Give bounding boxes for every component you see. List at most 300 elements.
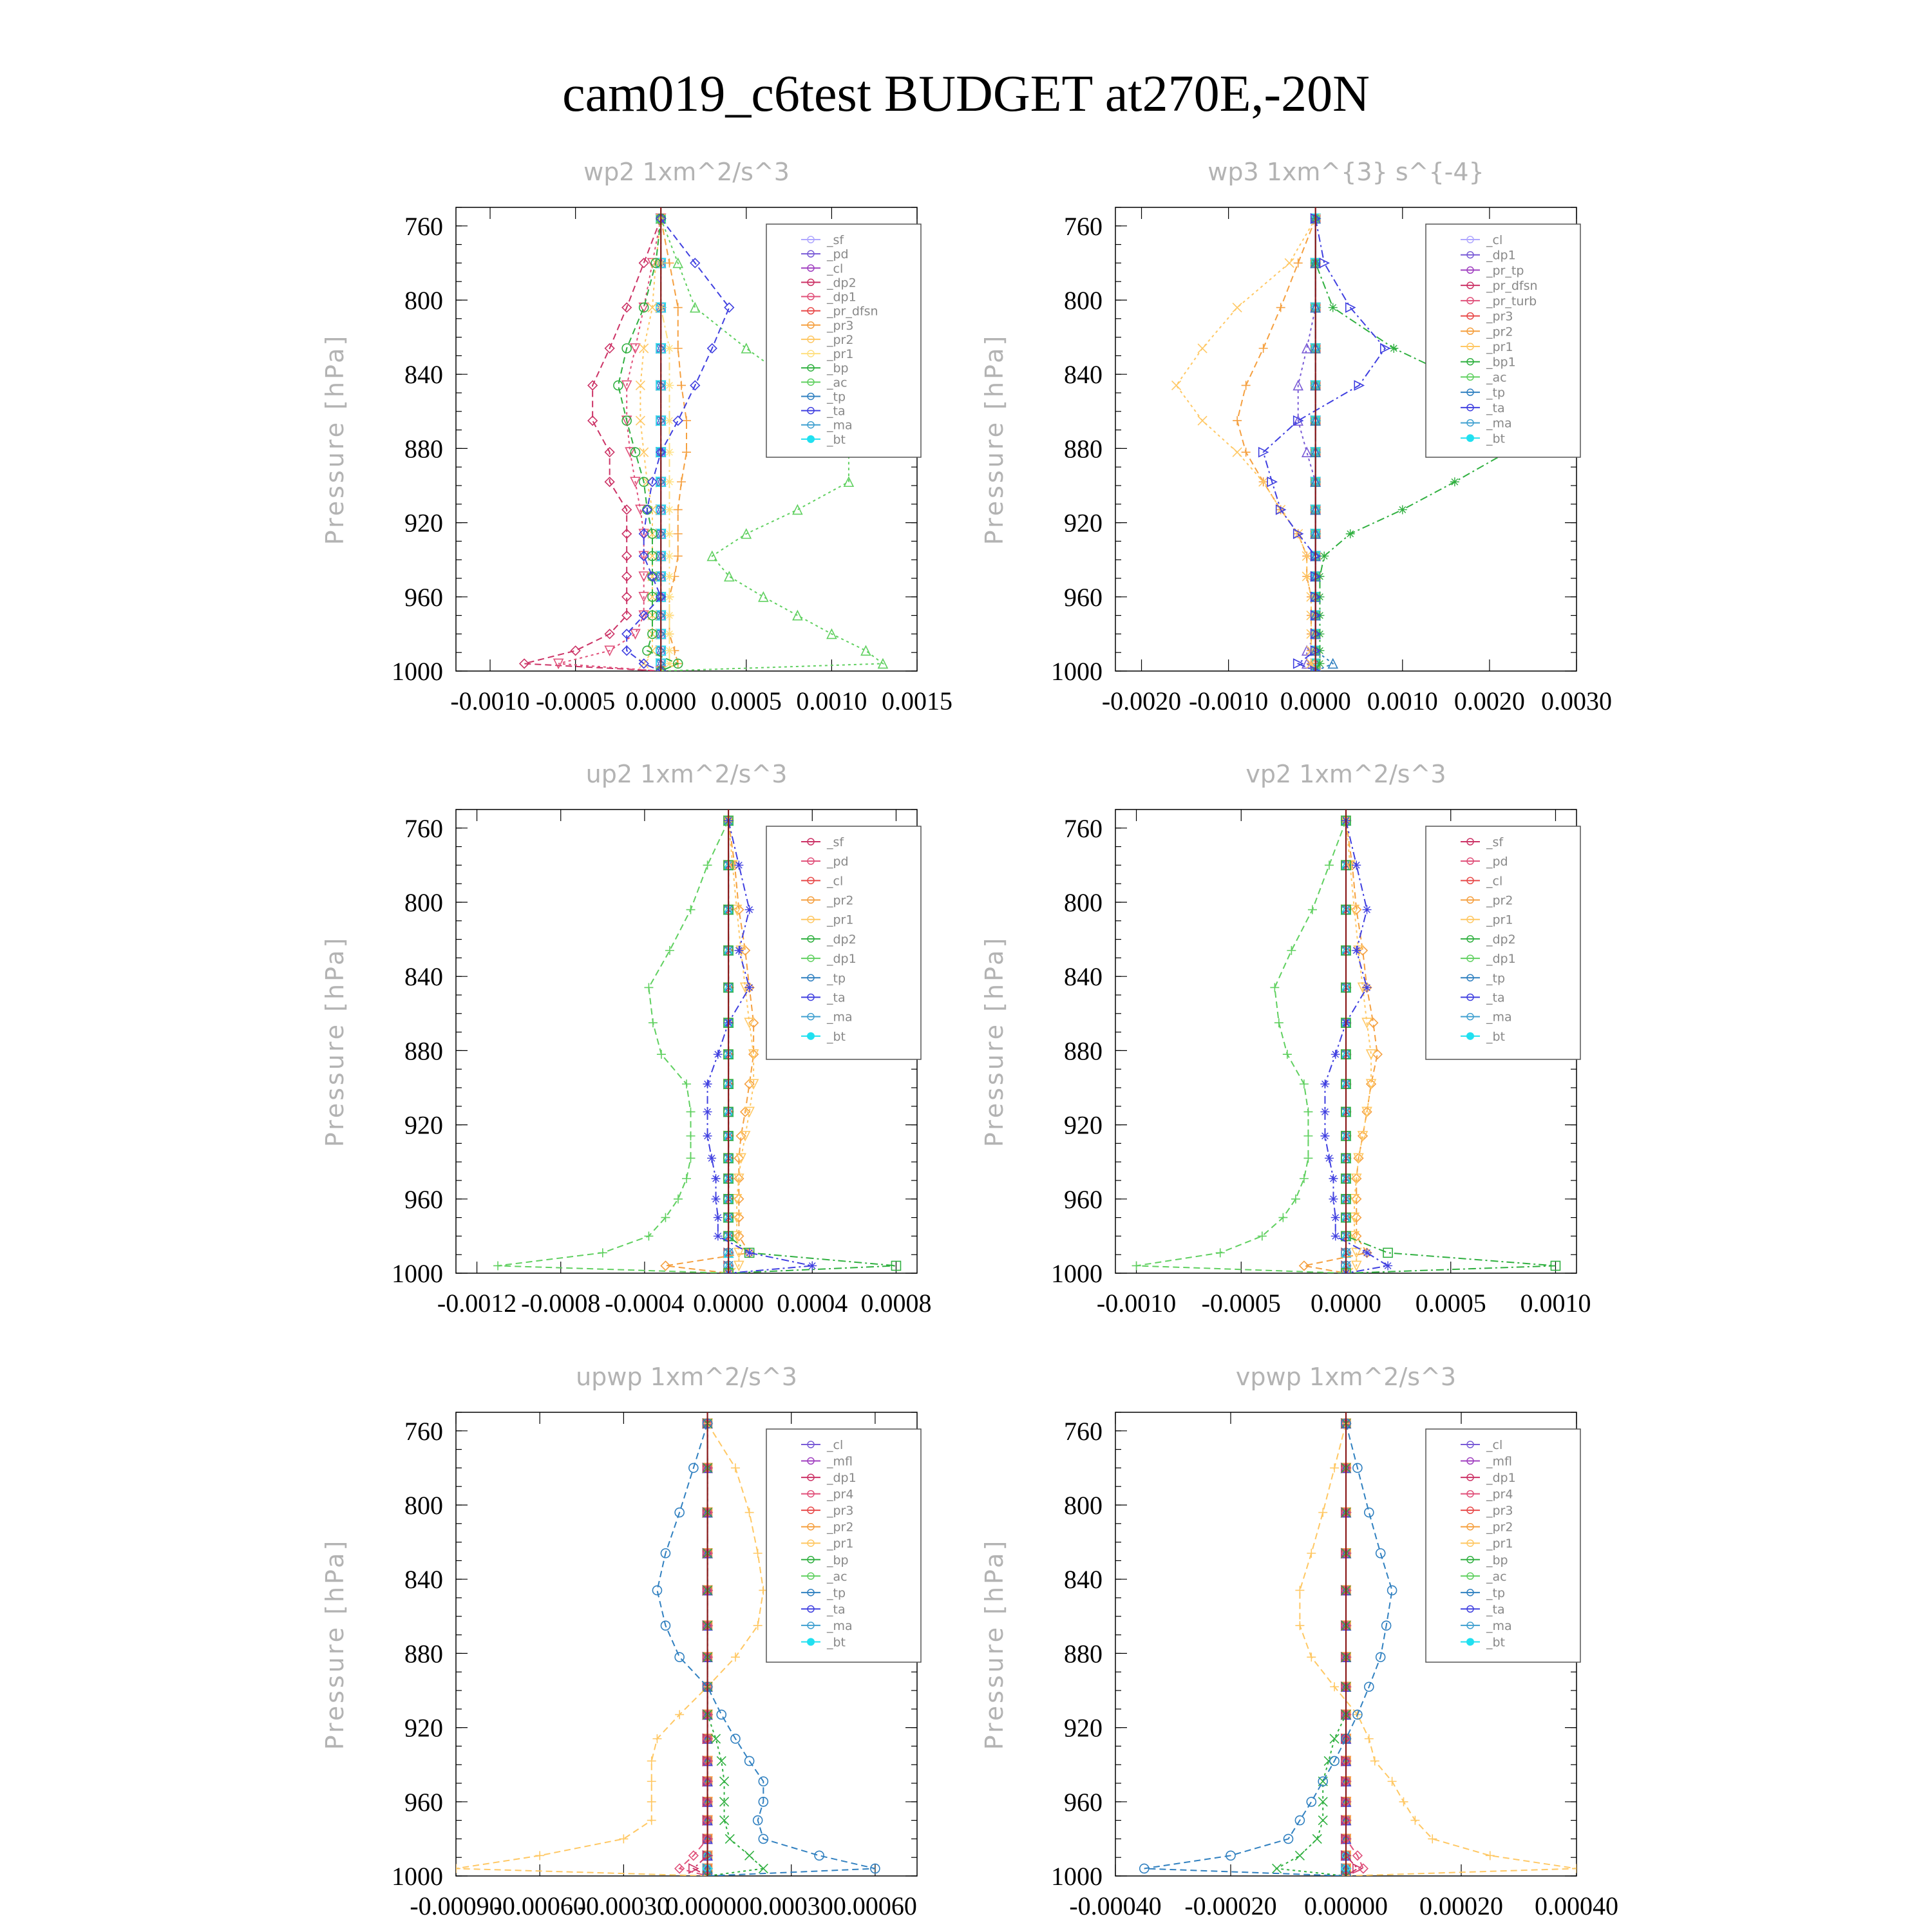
data-point-ta	[714, 1231, 723, 1240]
y-tick-label: 1000	[1051, 657, 1103, 686]
series-line-tp	[1144, 1423, 1392, 1876]
legend-label: _tp	[1486, 1586, 1506, 1600]
y-tick-label: 1000	[1051, 1259, 1103, 1288]
data-point-pr4	[1359, 1864, 1368, 1873]
x-tick-label: 0.0000	[625, 687, 697, 715]
legend-label: _cl	[827, 261, 844, 276]
series-line-pr1	[1177, 218, 1316, 671]
data-point-ta	[707, 1153, 716, 1162]
legend-label: _sf	[1486, 835, 1504, 849]
legend-label: _pd	[827, 247, 849, 262]
data-point-pr1	[1370, 1756, 1379, 1765]
y-tick-label: 920	[1064, 508, 1103, 538]
data-point-pr1	[665, 416, 674, 425]
legend-label: _bt	[1486, 431, 1506, 446]
data-point-pr3	[674, 529, 683, 538]
y-tick-label: 760	[1064, 1416, 1103, 1446]
chart-panel-3	[321, 760, 931, 1318]
data-point-bp1	[1315, 659, 1324, 668]
data-point-pr1	[1285, 258, 1294, 267]
x-tick-label: -0.0004	[605, 1289, 685, 1318]
data-point-ta	[1352, 860, 1361, 869]
legend-label: _pr2	[1486, 325, 1513, 339]
data-point-dp2	[639, 258, 649, 267]
series-line-dp1	[694, 1423, 708, 1876]
x-tick-label: -0.0005	[535, 687, 616, 715]
legend-label: _dp2	[827, 276, 857, 290]
y-tick-label: 880	[1064, 1639, 1103, 1669]
data-point-ta	[1329, 1195, 1338, 1204]
legend-label: _dp1	[1486, 248, 1516, 263]
y-axis-label: Pressure [hPa]	[980, 1538, 1009, 1750]
legend-label: _ta	[827, 404, 846, 419]
data-point-tp	[717, 1710, 726, 1719]
legend-label: _pd	[1486, 855, 1508, 869]
data-point-pr3	[677, 477, 686, 486]
x-tick-label: -0.0012	[437, 1289, 517, 1318]
y-tick-label: 1000	[1051, 1862, 1103, 1891]
legend-marker	[807, 1032, 815, 1040]
data-point-bp	[614, 381, 623, 390]
data-point-dp1	[1325, 860, 1334, 869]
legend-label: _pr1	[827, 913, 854, 927]
data-point-pr1	[1307, 1549, 1316, 1558]
legend-label: _dp1	[1486, 952, 1516, 967]
data-point-bp1	[1450, 477, 1459, 486]
data-point-ta	[1363, 905, 1372, 914]
data-point-ta	[714, 1213, 723, 1222]
data-point-pr1	[647, 1797, 656, 1806]
legend-label: _ta	[827, 990, 846, 1005]
legend-label: _sf	[827, 835, 844, 849]
legend	[766, 224, 921, 457]
y-tick-label: 960	[404, 1184, 443, 1214]
data-point-dp1	[674, 1195, 683, 1204]
data-point-bp	[1318, 1816, 1327, 1825]
data-point-bp	[1330, 1734, 1339, 1743]
legend-label: _pr4	[827, 1487, 854, 1502]
data-point-pr1	[1295, 1586, 1304, 1595]
data-point-dp1	[1132, 1261, 1141, 1270]
data-point-dp1	[687, 1107, 696, 1116]
data-point-pr2	[1242, 448, 1251, 457]
legend-label: _dp1	[827, 290, 857, 305]
data-point-pr1	[665, 529, 674, 538]
legend-label: _pr1	[827, 347, 854, 362]
x-tick-label: 0.0000	[1311, 1289, 1381, 1318]
data-point-pr2	[648, 303, 657, 312]
data-point-pr1	[665, 344, 674, 353]
legend	[1426, 224, 1580, 457]
data-point-pr1	[731, 1653, 740, 1662]
data-point-tp	[652, 1586, 661, 1595]
x-tick-label: 0.00000	[665, 1891, 750, 1920]
data-point-ta	[1363, 1248, 1372, 1257]
data-point-dp1	[493, 1261, 502, 1270]
legend-label: _sf	[827, 233, 844, 247]
legend-label: _pr3	[1486, 309, 1513, 324]
x-tick-label: 0.0005	[710, 687, 782, 715]
data-point-ac	[759, 592, 768, 601]
series-line-dp1	[1346, 1423, 1358, 1876]
legend-label: _bp1	[1486, 355, 1516, 370]
series-line-pr1	[456, 1423, 763, 1876]
y-axis-label: Pressure [hPa]	[321, 935, 349, 1148]
data-point-bp1	[1346, 529, 1355, 538]
legend	[766, 826, 921, 1059]
series-line-dp1	[558, 218, 661, 671]
chart-panel-1	[321, 158, 952, 715]
data-point-pr1	[619, 1834, 628, 1843]
y-tick-label: 760	[404, 211, 443, 241]
series-line-bp	[1277, 1423, 1346, 1876]
legend-label: _bp	[827, 1553, 849, 1567]
legend-label: _ma	[1486, 416, 1512, 431]
data-point-pr2	[1242, 381, 1251, 390]
data-point-ta	[712, 1195, 721, 1204]
legend-label: _dp1	[827, 1471, 857, 1486]
data-point-ta	[703, 1107, 712, 1116]
legend-label: _pr2	[827, 332, 854, 347]
x-tick-label: -0.00090	[410, 1891, 502, 1920]
x-tick-label: -0.0010	[1096, 1289, 1177, 1318]
x-tick-label: 0.00040	[1535, 1891, 1618, 1920]
data-point-dp2	[1383, 1248, 1392, 1257]
data-point-pr1	[745, 1508, 754, 1517]
y-tick-label: 960	[1064, 582, 1103, 612]
panel-title: vp2 1xm^2/s^3	[1245, 760, 1446, 788]
data-point-pr2	[636, 416, 645, 425]
data-point-pr1	[1486, 1851, 1495, 1860]
data-point-pr1	[1388, 1777, 1397, 1786]
legend-label: _bt	[827, 1635, 846, 1650]
y-tick-label: 800	[404, 1491, 443, 1520]
data-point-bp1	[1329, 303, 1338, 312]
data-point-dp1	[687, 905, 696, 914]
y-tick-label: 1000	[392, 657, 443, 686]
legend-label: _pr_tp	[1486, 263, 1524, 278]
data-point-pr1	[753, 1549, 762, 1558]
legend-label: _ac	[1486, 1569, 1507, 1584]
series-line-pr2	[1304, 820, 1378, 1273]
data-point-ta	[703, 1079, 712, 1088]
y-tick-label: 1000	[392, 1862, 443, 1891]
panel-title: vpwp 1xm^2/s^3	[1235, 1363, 1457, 1391]
data-point-dp1	[687, 1132, 696, 1141]
data-point-ac	[793, 505, 802, 514]
data-point-pr1	[665, 448, 674, 457]
data-point-ac	[793, 611, 802, 620]
y-tick-label: 920	[404, 1713, 443, 1743]
y-tick-label: 800	[404, 888, 443, 917]
legend-label: _dp2	[827, 932, 857, 947]
legend-label: _bp	[1486, 1553, 1508, 1567]
x-tick-label: 0.0010	[1367, 687, 1438, 715]
data-point-pr1	[1572, 1864, 1581, 1873]
y-tick-label: 760	[404, 813, 443, 843]
series-line-dp1	[1137, 820, 1346, 1273]
chart-panel-4	[980, 760, 1591, 1318]
data-point-pr1	[1410, 1816, 1419, 1825]
legend-label: _pr4	[1486, 1487, 1513, 1502]
legend-marker	[1466, 1032, 1474, 1040]
y-tick-label: 760	[404, 1416, 443, 1446]
y-tick-label: 1000	[392, 1259, 443, 1288]
legend-label: _tp	[827, 1586, 846, 1600]
series-line-pr4	[679, 1423, 707, 1876]
data-point-ta	[1320, 1079, 1329, 1088]
legend-label: _pr2	[827, 893, 854, 908]
data-point-ac	[742, 344, 751, 353]
panel-title: upwp 1xm^2/s^3	[576, 1363, 797, 1391]
x-tick-label: 0.0010	[1520, 1289, 1591, 1318]
series-line-pr1	[1346, 820, 1371, 1273]
data-point-ta	[1383, 1261, 1392, 1270]
data-point-pr2	[1259, 344, 1268, 353]
x-tick-label: 0.0000	[693, 1289, 764, 1318]
data-point-dp2	[571, 646, 580, 655]
data-point-dp1	[682, 1174, 691, 1183]
data-point-ta	[1325, 1153, 1334, 1162]
data-point-pr1	[647, 1816, 656, 1825]
data-point-bp	[1312, 1834, 1321, 1843]
y-tick-label: 840	[1064, 1565, 1103, 1595]
legend-label: _ma	[827, 1618, 853, 1633]
data-point-ta	[703, 1132, 712, 1141]
x-tick-label: 0.00000	[1304, 1891, 1388, 1920]
legend-label: _dp1	[827, 952, 857, 967]
legend-marker	[807, 435, 815, 443]
y-tick-label: 960	[1064, 1184, 1103, 1214]
x-tick-label: 0.0020	[1454, 687, 1525, 715]
data-point-pr1	[665, 572, 674, 581]
series-line-dp1	[498, 820, 728, 1273]
x-tick-label: 0.00020	[1419, 1891, 1503, 1920]
data-point-dp1	[1302, 448, 1311, 457]
legend-label: _tp	[1486, 971, 1506, 986]
series-line-pr1	[728, 820, 753, 1273]
data-point-ta	[1352, 946, 1361, 955]
data-point-pr3	[674, 551, 683, 560]
data-point-dp1	[1300, 1079, 1309, 1088]
panels	[321, 158, 1618, 1920]
data-point-pr1	[1198, 416, 1207, 425]
data-point-pr1	[1233, 448, 1242, 457]
series-line-pr2	[665, 820, 753, 1273]
data-point-pr1	[1318, 1508, 1327, 1517]
y-tick-label: 960	[404, 582, 443, 612]
legend-label: _tp	[827, 390, 846, 404]
data-point-ta	[745, 905, 754, 914]
y-tick-label: 880	[404, 1036, 443, 1066]
legend-label: _pr3	[827, 318, 854, 333]
legend-label: _pr2	[1486, 1520, 1513, 1535]
y-tick-label: 840	[404, 1565, 443, 1595]
legend-label: _mfl	[1486, 1454, 1512, 1469]
data-point-dp1	[1302, 344, 1311, 353]
data-point-bp	[759, 1864, 768, 1873]
legend-label: _pr1	[1486, 913, 1513, 927]
data-point-bp	[725, 1834, 734, 1843]
legend-label: _cl	[1486, 874, 1503, 889]
data-point-bp	[1295, 1851, 1304, 1860]
legend-label: _cl	[827, 874, 844, 889]
y-tick-label: 880	[404, 434, 443, 464]
legend-label: _bp	[827, 361, 849, 376]
y-tick-label: 800	[1064, 286, 1103, 315]
legend-marker	[1466, 1638, 1474, 1645]
y-tick-label: 760	[1064, 813, 1103, 843]
y-tick-label: 920	[404, 508, 443, 538]
x-tick-label: 0.0010	[796, 687, 867, 715]
y-tick-label: 840	[404, 962, 443, 992]
legend-label: _pr3	[1486, 1504, 1513, 1519]
x-tick-label: -0.00030	[577, 1891, 670, 1920]
data-point-pr1	[665, 629, 674, 638]
x-tick-label: 0.0000	[1280, 687, 1351, 715]
x-tick-label: 0.00030	[749, 1891, 833, 1920]
data-point-pr3	[682, 448, 691, 457]
data-point-ta	[712, 1174, 721, 1183]
data-point-pr1	[665, 477, 674, 486]
data-point-ta	[745, 983, 754, 992]
legend	[766, 1429, 921, 1662]
legend-label: _ac	[827, 1569, 848, 1584]
legend-label: _cl	[1486, 1438, 1503, 1452]
series-line-dp2	[524, 218, 661, 671]
data-point-ta	[1363, 983, 1372, 992]
chart-panel-2	[980, 158, 1612, 715]
data-point-ta	[1329, 1174, 1338, 1183]
legend-label: _pr_dfsn	[1486, 279, 1538, 294]
series-line-pr2	[1237, 218, 1316, 671]
data-point-dp1	[1308, 905, 1317, 914]
x-tick-label: -0.0005	[1201, 1289, 1281, 1318]
legend-label: _bt	[827, 432, 846, 447]
y-tick-label: 840	[1064, 360, 1103, 390]
data-point-pr1	[647, 1756, 656, 1765]
legend-label: _ma	[1486, 1618, 1512, 1633]
legend-label: _ma	[1486, 1010, 1512, 1025]
data-point-pr2	[1294, 258, 1303, 267]
data-point-pr1	[1307, 1653, 1316, 1662]
x-tick-label: 0.0030	[1541, 687, 1612, 715]
data-point-pr1	[665, 551, 674, 560]
data-point-ta	[714, 1050, 723, 1059]
data-point-pr3	[674, 344, 683, 353]
data-point-dp1	[1216, 1248, 1225, 1257]
figure-title: cam019_c6test BUDGET at270E,-20N	[562, 66, 1370, 122]
data-point-dp1	[644, 1231, 653, 1240]
chart-panel-6	[980, 1363, 1618, 1920]
legend-label: _dp2	[1486, 932, 1516, 947]
data-point-dp1	[682, 1079, 691, 1088]
legend-label: _ta	[827, 1602, 846, 1617]
legend-label: _pr1	[827, 1537, 854, 1551]
data-point-bp	[745, 1851, 754, 1860]
y-axis-label: Pressure [hPa]	[321, 333, 349, 545]
legend-label: _ac	[1486, 370, 1507, 385]
chart-panel-5	[321, 1363, 921, 1920]
data-point-dp1	[1291, 1195, 1300, 1204]
data-point-pr1	[1172, 381, 1181, 390]
data-point-ta	[674, 416, 683, 425]
legend-marker	[1466, 434, 1474, 442]
data-point-dp1	[598, 1248, 607, 1257]
data-point-ac	[861, 646, 870, 655]
data-point-pr2	[636, 381, 645, 390]
y-tick-label: 840	[404, 360, 443, 390]
data-point-pr3	[665, 258, 674, 267]
y-tick-label: 960	[1064, 1787, 1103, 1817]
legend-label: _ta	[1486, 401, 1505, 415]
data-point-ta	[1331, 1213, 1340, 1222]
data-point-pr1	[1330, 1463, 1339, 1472]
x-tick-label: -0.0010	[450, 687, 530, 715]
data-point-bp	[720, 1777, 729, 1786]
data-point-pr1	[665, 381, 674, 390]
x-tick-label: 0.0015	[882, 687, 952, 715]
legend-label: _ta	[1486, 1602, 1505, 1617]
series-line-dp1	[1298, 218, 1316, 671]
x-tick-label: -0.00020	[1184, 1891, 1277, 1920]
data-point-tp	[1365, 1508, 1374, 1517]
legend-label: _mfl	[827, 1454, 853, 1469]
x-tick-label: -0.00040	[1069, 1891, 1162, 1920]
y-tick-label: 800	[1064, 1491, 1103, 1520]
data-point-pr1	[1365, 1734, 1374, 1743]
x-tick-label: -0.0008	[521, 1289, 601, 1318]
data-point-pr1	[1295, 1621, 1304, 1630]
data-point-pr1	[647, 1777, 656, 1786]
x-tick-label: 0.0005	[1415, 1289, 1486, 1318]
legend-label: _pr2	[827, 1520, 854, 1535]
y-tick-label: 920	[404, 1110, 443, 1140]
legend-label: _pr1	[1486, 1537, 1513, 1551]
data-point-ta	[734, 946, 743, 955]
data-point-dp1	[1303, 1153, 1312, 1162]
data-point-dp1	[665, 946, 674, 955]
data-point-tp	[815, 1851, 824, 1860]
data-point-dp1	[630, 344, 639, 353]
legend-label: _ma	[827, 418, 853, 433]
y-tick-label: 800	[1064, 888, 1103, 917]
y-axis-label: Pressure [hPa]	[980, 935, 1009, 1148]
data-point-pr1	[535, 1851, 544, 1860]
legend-label: _pd	[827, 855, 849, 869]
series-line-ta	[627, 218, 729, 671]
data-point-tp	[1307, 1797, 1316, 1806]
x-tick-label: 0.0004	[777, 1289, 848, 1318]
panel-title: wp2 1xm^2/s^3	[583, 158, 790, 186]
y-tick-label: 880	[1064, 434, 1103, 464]
data-point-pr1	[665, 592, 674, 601]
data-point-pr3	[674, 505, 683, 514]
y-tick-label: 760	[1064, 211, 1103, 241]
series-line-ta	[1325, 820, 1388, 1273]
y-tick-label: 960	[404, 1787, 443, 1817]
data-point-pr1	[665, 611, 674, 620]
legend-label: _tp	[827, 971, 846, 986]
data-point-pr1	[731, 1463, 740, 1472]
data-point-pr1	[1198, 344, 1207, 353]
data-point-dp1	[1300, 1174, 1309, 1183]
data-point-pr1	[665, 505, 674, 514]
y-tick-label: 920	[1064, 1110, 1103, 1140]
y-tick-label: 840	[1064, 962, 1103, 992]
data-point-ta	[808, 1261, 817, 1270]
data-point-ta	[734, 860, 743, 869]
